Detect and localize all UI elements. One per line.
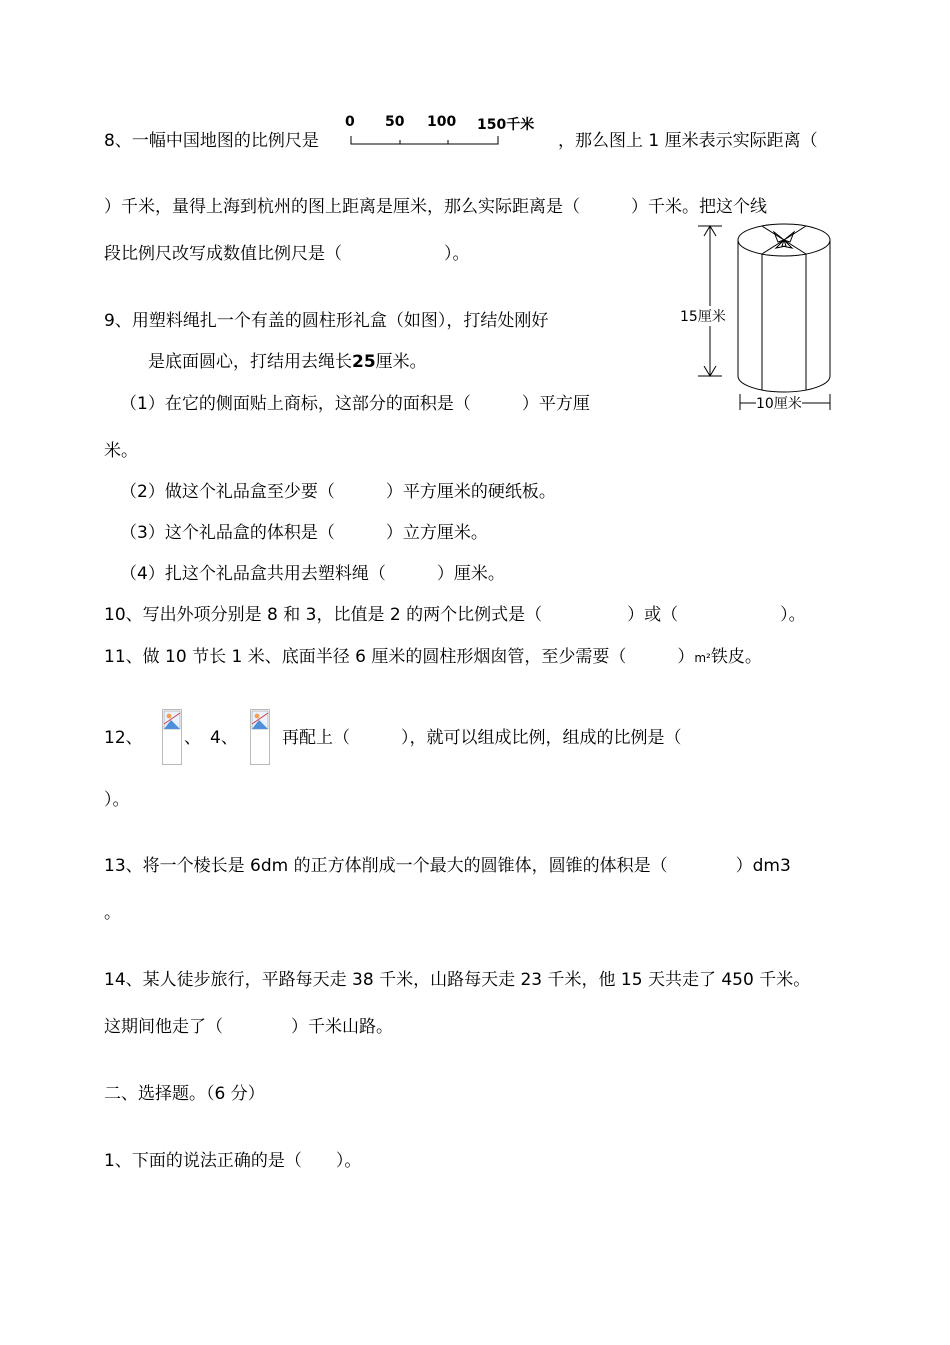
q12-tail: 再配上（ ），就可以组成比例，组成的比例是（ (282, 728, 682, 748)
q9-sub4: （4）扎这个礼品盒共用去塑料绳（ ）厘米。 (120, 564, 505, 584)
scale-line (345, 114, 545, 150)
diameter-label: 10厘米 (756, 393, 802, 413)
scale-bar (345, 114, 545, 150)
q12-mid: 4、 (210, 728, 238, 748)
q13-line1: 13、将一个棱长是 6dm 的正方体削成一个最大的圆锥体，圆锥的体积是（ ）dm3 (104, 856, 791, 876)
height-label: 15厘米 (680, 306, 726, 326)
q11-text: 11、做 10 节长 1 米、底面半径 6 厘米的圆柱形烟囱管，至少需要（ ） (104, 647, 695, 667)
q11-unit: m² (694, 651, 711, 665)
q12-num: 12、 (104, 728, 143, 748)
section2-q1: 1、下面的说法正确的是（ ）。 (104, 1151, 362, 1171)
broken-image-icon (251, 710, 269, 730)
q9-line1: 9、用塑料绳扎一个有盖的圆柱形礼盒（如图），打结处刚好 (104, 311, 549, 331)
q9-line2 (148, 351, 427, 373)
fraction-image-1 (162, 709, 182, 765)
cylinder-figure (680, 218, 840, 418)
section2-title: 二、选择题。（6 分） (104, 1084, 265, 1104)
q14-line2: 这期间他走了（ ）千米山路。 (104, 1017, 393, 1037)
q8-line2: ）千米，量得上海到杭州的图上距离是厘米，那么实际距离是（ ）千米。把这个线 (104, 197, 767, 217)
q13-line2: 。 (104, 903, 121, 923)
scale-tick-0: 0 (345, 114, 355, 130)
q12-line2: ）。 (104, 790, 130, 810)
scale-tick-100: 100 (427, 114, 457, 130)
q10: 10、写出外项分别是 8 和 3，比值是 2 的两个比例式是（ ）或（ ）。 (104, 605, 806, 625)
q14-line1: 14、某人徒步旅行，平路每天走 38 千米，山路每天走 23 千米，他 15 天共走了 450 千米。 (104, 970, 811, 990)
fraction-image-2 (250, 709, 270, 765)
q11-tail: 铁皮。 (710, 647, 762, 667)
q12-sep: 、 (184, 728, 201, 748)
broken-image-icon (163, 710, 181, 730)
q8-line3: 段比例尺改写成数值比例尺是（ ）。 (104, 244, 470, 264)
scale-tick-150: 150千米 (477, 117, 535, 133)
q9-sub2: （2）做这个礼品盒至少要（ ）平方厘米的硬纸板。 (120, 482, 556, 502)
scale-tick-50: 50 (385, 114, 405, 130)
q8-line1-suffix: ，那么图上 1 厘米表示实际距离（ (558, 131, 818, 151)
q9-sub1-cont: 米。 (104, 441, 138, 461)
q9-line2-unit: 厘米。 (375, 352, 427, 372)
q11 (104, 646, 762, 669)
q9-sub3: （3）这个礼品盒的体积是（ ）立方厘米。 (120, 523, 488, 543)
q9-line2-text: 是底面圆心，打结用去绳长 (148, 352, 352, 372)
q8-line1-prefix: 8、一幅中国地图的比例尺是 (104, 131, 319, 151)
q9-rope-length: 25 (352, 352, 376, 372)
q9-sub1: （1）在它的侧面贴上商标，这部分的面积是（ ）平方厘 (120, 394, 590, 414)
